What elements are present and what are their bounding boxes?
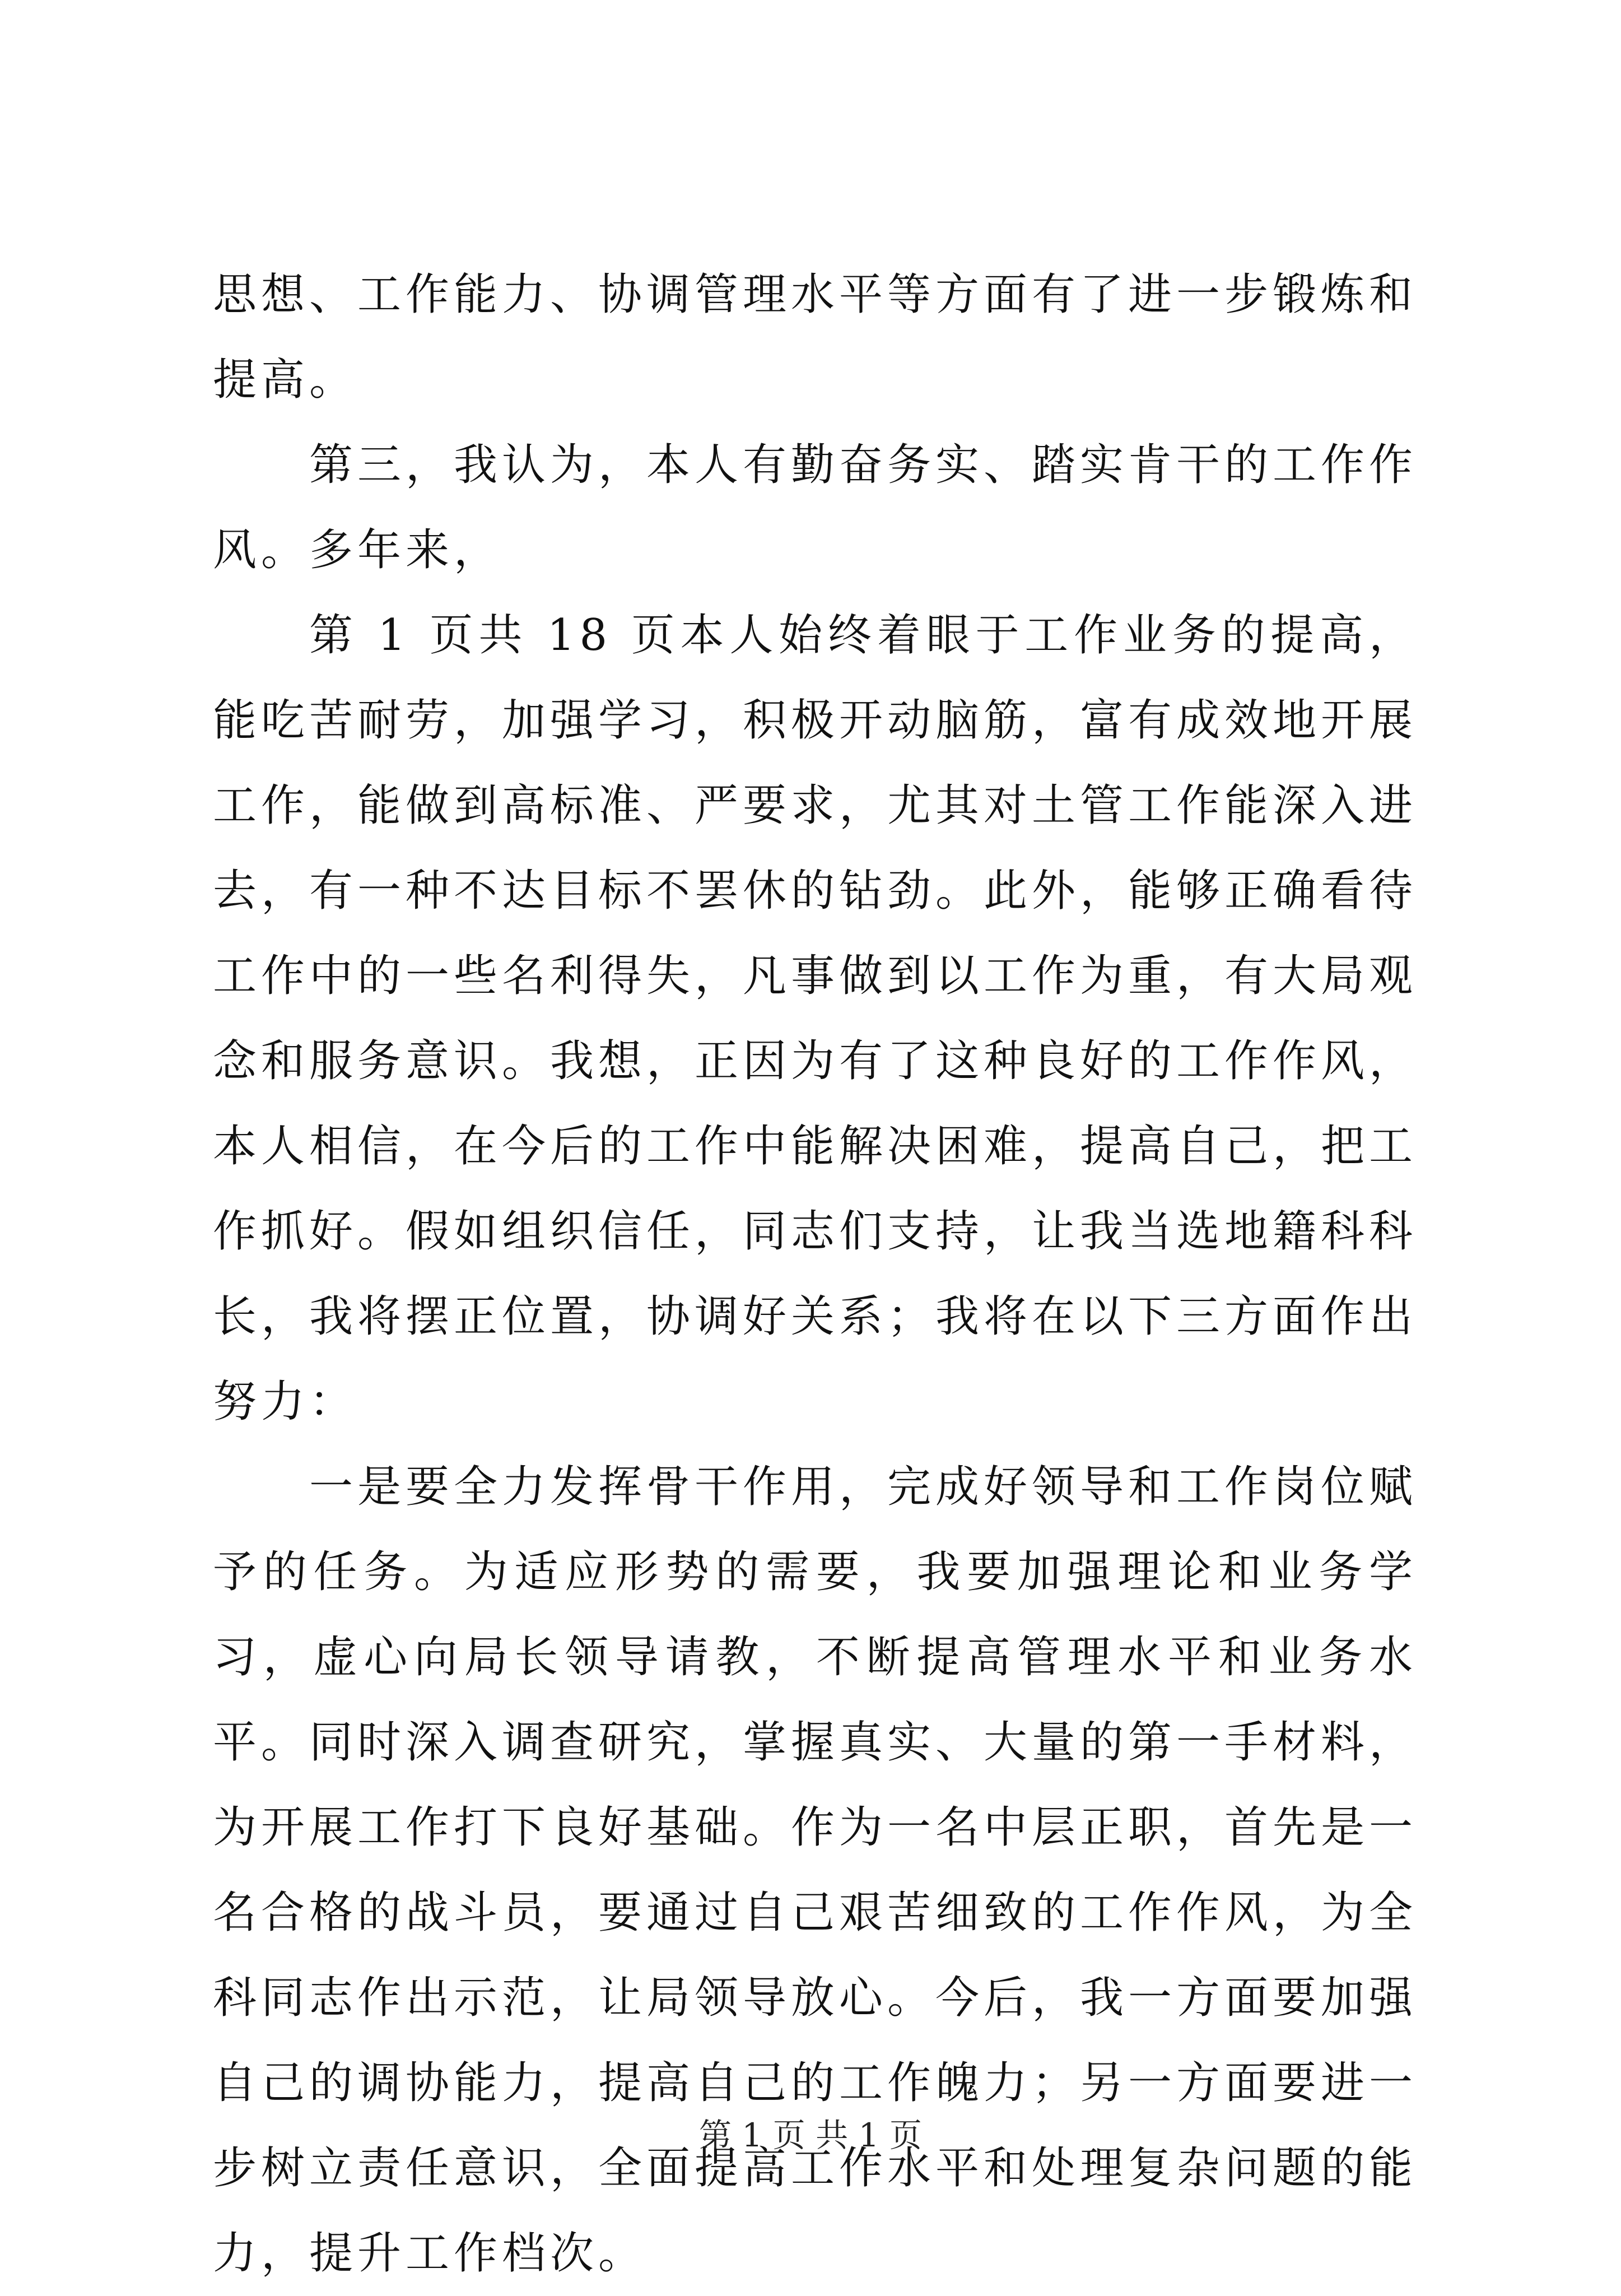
document-body (213, 252, 1417, 2296)
paragraph-1: 思想、工作能力、协调管理水平等方面有了进一步锻炼和提高。 (213, 269, 1418, 405)
paragraph-2: 第三，我认为，本人有勤奋务实、踏实肯干的工作作风。多年来， (213, 440, 1418, 575)
paragraph-4: 一是要全力发挥骨干作用，完成好领导和工作岗位赋予的任务。为适应形势的需要，我要加强理论和业务学习，虚心向局长领导请教，不断提高管理水平和业务水平。同时深入调查研究，掌握真实、大量的第一手材料，为开展工作打下良好基础。作为一名中层正职，首先是一名合格的战斗员，要通过自己艰苦细致的工作作风，为全科同志作出示范，让局领导放心。今后，我一方面要加强自己的调协能力，提高自己的工作魄力；另一方面要进一步树立责任意识，全面提高工作水平和处理复杂问题的能力，提升工作档次。 (213, 1462, 1418, 2279)
page-footer: 第 1 页 共 1 页 (699, 2116, 922, 2154)
paragraph-3: 第 1 页共 18 页本人始终着眼于工作业务的提高，能吃苦耐劳，加强学习，积极开动脑筋，富有成效地开展工作，能做到高标准、严要求，尤其对土管工作能深入进去，有一种不达目标不罢休的钻劲。此外，能够正确看待工作中的一些名利得失，凡事做到以工作为重，有大局观念和服务意识。我想，正因为有了这种良好的工作作风，本人相信，在今后的工作中能解决困难，提高自己，把工作抓好。假如组织信任，同志们支持，让我当选地籍科科长，我将摆正位置，协调好关系；我将在以下三方面作出努力： (213, 610, 1418, 1427)
